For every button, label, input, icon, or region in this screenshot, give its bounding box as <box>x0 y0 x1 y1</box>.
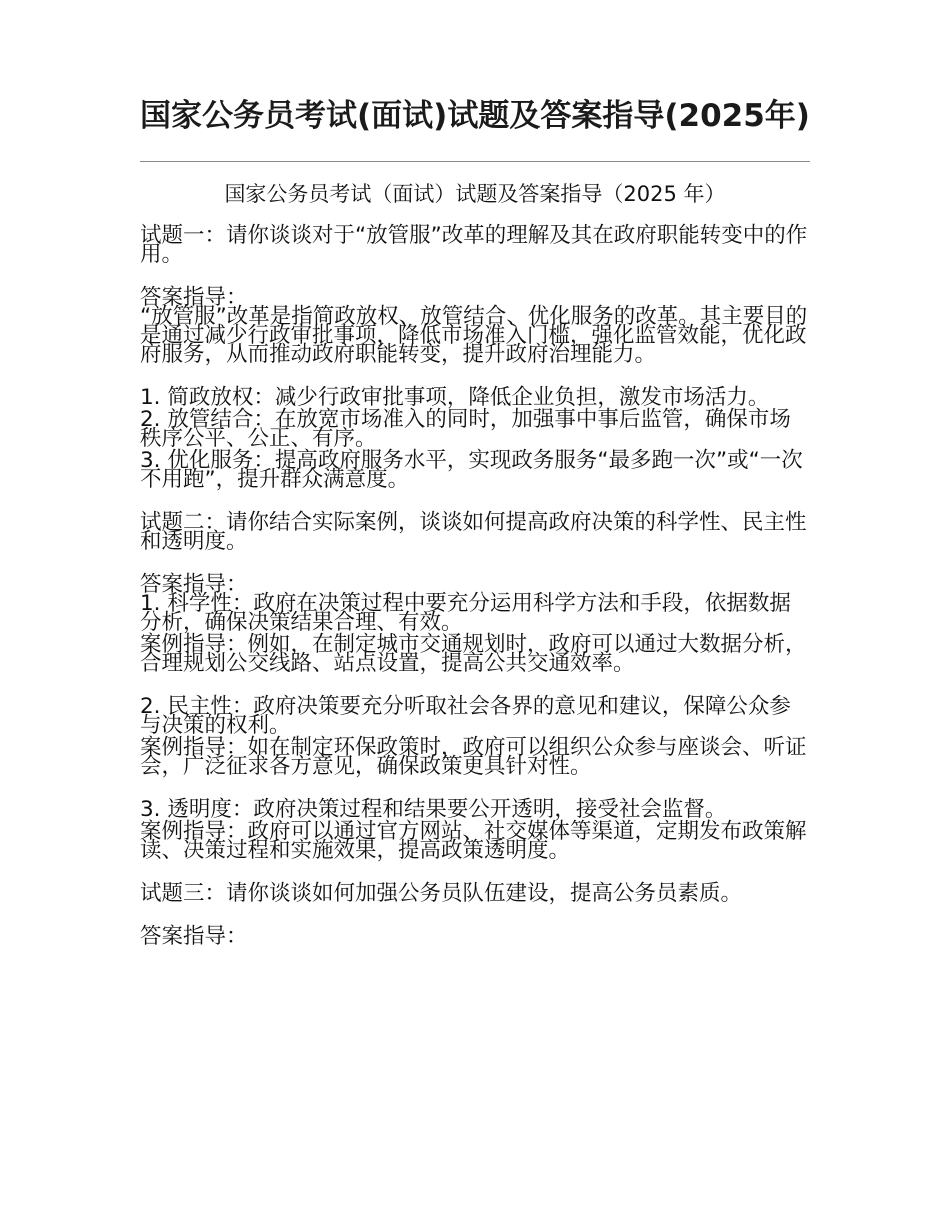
document-subtitle: 国家公务员考试（面试）试题及答案指导（2025 年） <box>224 182 726 206</box>
answer-1-point-1: 1. 简政放权：减少行政审批事项，降低企业负担，激发市场活力。 <box>140 385 770 410</box>
answer-2-case-3: 案例指导：政府可以通过官方网站、社交媒体等渠道，定期发布政策解读、决策过程和实施效果，提高政策透明度。 <box>140 819 807 863</box>
answer-1-point-2: 2. 放管结合：在放宽市场准入的同时，加强事中事后监管，确保市场秩序公平、公正、有序。 <box>140 407 791 451</box>
answer-2-case-2: 案例指导：如在制定环保政策时，政府可以组织公众参与座谈会、听证会，广泛征求各方意见，确保政策更具针对性。 <box>140 735 807 779</box>
question-1: 试题一：请你谈谈对于“放管服”改革的理解及其在政府职能转变中的作用。 <box>140 223 808 267</box>
question-2: 试题二：请你结合实际案例，谈谈如何提高政府决策的科学性、民主性和透明度。 <box>140 510 807 554</box>
answer-2-point-3: 3. 透明度：政府决策过程和结果要公开透明，接受社会监督。 <box>140 797 727 822</box>
answer-label-1: 答案指导： <box>140 285 248 310</box>
answer-1-intro: “放管服”改革是指简政放权、放管结合、优化服务的改革。其主要目的是通过减少行政审批事项，降低市场准入门槛，强化监管效能，优化政府服务，从而推动政府职能转变，提升政府治理能力。 <box>140 304 808 367</box>
answer-label-3: 答案指导： <box>140 924 248 949</box>
answer-2-point-1: 1. 科学性：政府在决策过程中要充分运用科学方法和手段，依据数据分析，确保决策结果合理、有效。 <box>140 591 791 635</box>
question-3: 试题三：请你谈谈如何加强公务员队伍建设，提高公务员素质。 <box>140 881 743 906</box>
answer-2-case-1: 案例指导：例如，在制定城市交通规划时，政府可以通过大数据分析，合理规划公交线路、站点设置，提高公共交通效率。 <box>140 632 807 676</box>
document-body <box>140 223 812 949</box>
title-divider <box>140 161 810 162</box>
answer-2-point-2: 2. 民主性：政府决策要充分听取社会各界的意见和建议，保障公众参与决策的权利。 <box>140 694 791 738</box>
answer-label-2: 答案指导： <box>140 572 248 597</box>
document-title: 国家公务员考试(面试)试题及答案指导(2025年) <box>140 98 810 134</box>
answer-1-point-3: 3. 优化服务：提高政府服务水平，实现政务服务“最多跑一次”或“一次不用跑”，提升群众满意度。 <box>140 448 803 492</box>
